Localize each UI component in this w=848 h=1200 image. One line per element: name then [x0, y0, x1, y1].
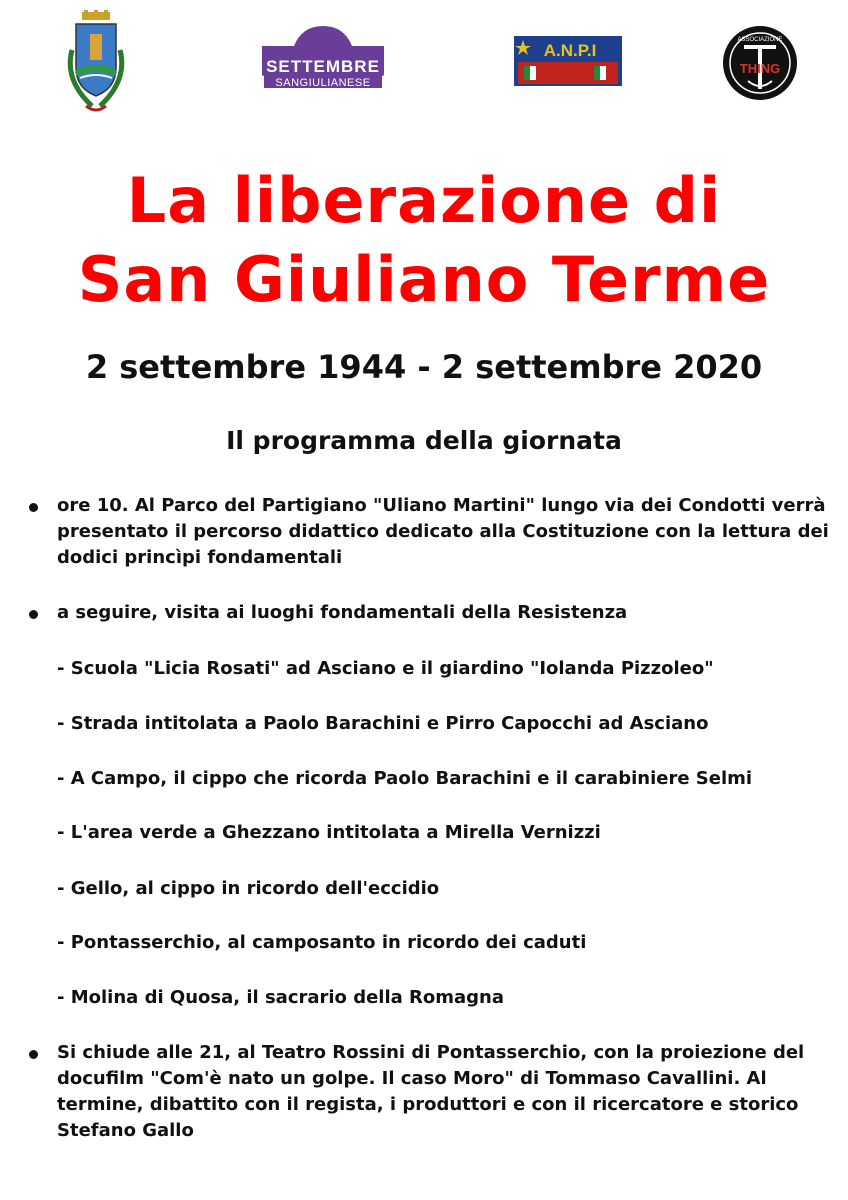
- bullet-icon: [29, 610, 38, 619]
- associazione-logo: [722, 25, 798, 101]
- logo-bar: [0, 0, 848, 130]
- comune-crest-icon: [62, 10, 130, 118]
- place-item: - A Campo, il cippo che ricorda Paolo Barachini e il carabiniere Selmi: [57, 768, 753, 789]
- place-item: - Molina di Quosa, il sacrario della Romagna: [57, 987, 505, 1008]
- program-item-morning: ore 10. Al Parco del Partigiano "Uliano Martini" lungo via dei Condotti verrà presentato il percorso didattico dedicato alla Costituzione con la lettura dei dodici princìpi fondamentali: [57, 495, 829, 568]
- settembre-text: SETTEMBRE: [266, 57, 380, 76]
- anpi-text: A.N.P.I: [543, 41, 597, 60]
- event-dates: 2 settembre 1944 - 2 settembre 2020: [85, 348, 763, 386]
- associazione-text: ASSOCIAZIONE: [737, 37, 783, 43]
- associazione-name: THING: [739, 61, 781, 76]
- place-item: - Gello, al cippo in ricordo dell'eccidio: [57, 878, 440, 899]
- page-title-line1: La liberazione di: [126, 164, 722, 237]
- sangiulianese-text: SANGIULIANESE: [275, 77, 371, 89]
- program-item-evening: Si chiude alle 21, al Teatro Rossini di Pontasserchio, con la proiezione del docufilm "Com'è nato un golpe. Il caso Moro" di Tommaso Cavallini. Al termine, dibattito con il regista, i produttori e con il ricercatore e storico Stefano Gallo: [57, 1042, 805, 1141]
- settembre-sangiulianese-logo: [258, 24, 388, 90]
- place-item: - Strada intitolata a Paolo Barachini e Pirro Capocchi ad Asciano: [57, 713, 709, 734]
- bullet-icon: [29, 503, 38, 512]
- page-title-line2: San Giuliano Terme: [77, 243, 771, 316]
- program-item-visit: a seguire, visita ai luoghi fondamentali della Resistenza: [57, 602, 628, 623]
- place-item: - Scuola "Licia Rosati" ad Asciano e il giardino "Iolanda Pizzoleo": [57, 658, 714, 679]
- place-item: - L'area verde a Ghezzano intitolata a Mirella Vernizzi: [57, 822, 601, 843]
- anpi-logo: [514, 36, 622, 86]
- place-item: - Pontasserchio, al camposanto in ricordo dei caduti: [57, 932, 587, 953]
- program-subtitle: Il programma della giornata: [226, 426, 622, 455]
- bullet-icon: [29, 1050, 38, 1059]
